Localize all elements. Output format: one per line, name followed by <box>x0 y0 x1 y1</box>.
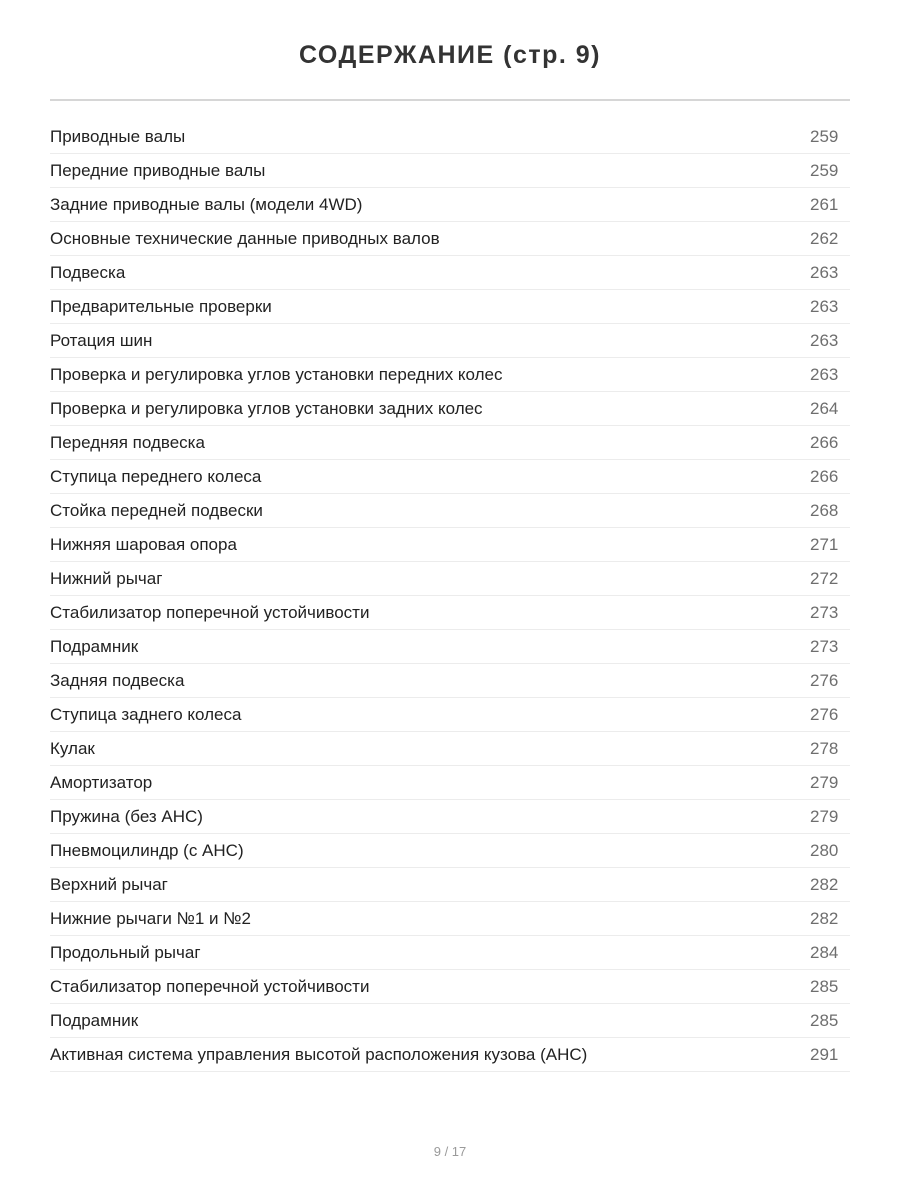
toc-entry[interactable] <box>50 868 850 902</box>
toc-entry[interactable] <box>50 392 850 426</box>
toc-entry-title: Проверка и регулировка углов установки передних колес <box>50 364 503 384</box>
toc-entry-page-number: 284 <box>810 942 839 962</box>
toc-entry-title: Верхний рычаг <box>50 874 168 894</box>
toc-entry[interactable] <box>50 698 850 732</box>
toc-entry-title: Предварительные проверки <box>50 296 272 316</box>
toc-entry-title: Проверка и регулировка углов установки задних колес <box>50 398 483 418</box>
toc-entry-page-number: 276 <box>810 704 839 724</box>
toc-entry-page-number: 272 <box>810 568 839 588</box>
toc-entry[interactable] <box>50 120 850 154</box>
toc-entry[interactable] <box>50 188 850 222</box>
toc-entry[interactable] <box>50 800 850 834</box>
toc-entry[interactable] <box>50 256 850 290</box>
toc-entry-page-number: 259 <box>810 160 839 180</box>
toc-entry-page-number: 280 <box>810 840 839 860</box>
toc-entry-title: Стойка передней подвески <box>50 500 263 520</box>
toc-entry[interactable] <box>50 936 850 970</box>
toc-entry-page-number: 266 <box>810 432 839 452</box>
toc-entry-title: Пневмоцилиндр (с AHC) <box>50 840 244 860</box>
toc-entry[interactable] <box>50 1004 850 1038</box>
toc-entry-title: Нижний рычаг <box>50 568 163 588</box>
toc-entry[interactable] <box>50 1038 850 1072</box>
toc-entry[interactable] <box>50 154 850 188</box>
toc-entry-page-number: 279 <box>810 772 839 792</box>
toc-entry-page-number: 273 <box>810 602 839 622</box>
toc-entry-page-number: 259 <box>810 126 839 146</box>
toc-entry-title: Активная система управления высотой расположения кузова (AHC) <box>50 1044 588 1064</box>
toc-entry-title: Основные технические данные приводных валов <box>50 228 440 248</box>
toc-entry[interactable] <box>50 834 850 868</box>
toc-entry[interactable] <box>50 732 850 766</box>
toc-entry[interactable] <box>50 562 850 596</box>
toc-entry-page-number: 276 <box>810 670 839 690</box>
toc-entry[interactable] <box>50 222 850 256</box>
toc-entry[interactable] <box>50 494 850 528</box>
toc-entry-page-number: 264 <box>810 398 839 418</box>
toc-entry-title: Ротация шин <box>50 330 153 350</box>
toc-entry[interactable] <box>50 460 850 494</box>
title-divider <box>50 99 850 101</box>
toc-entry-page-number: 268 <box>810 500 839 520</box>
toc-entry-page-number: 266 <box>810 466 839 486</box>
toc-entry-page-number: 262 <box>810 228 839 248</box>
toc-entry-title: Передняя подвеска <box>50 432 205 452</box>
toc-entry-title: Подрамник <box>50 636 139 656</box>
toc-entry-title: Продольный рычаг <box>50 942 201 962</box>
toc-entry-page-number: 263 <box>810 364 839 384</box>
toc-entry-title: Стабилизатор поперечной устойчивости <box>50 602 370 622</box>
toc-entry[interactable] <box>50 630 850 664</box>
toc-entry-page-number: 273 <box>810 636 839 656</box>
toc-entry[interactable] <box>50 902 850 936</box>
page-counter: 9 / 17 <box>433 1144 467 1159</box>
toc-entry-title: Кулак <box>50 738 95 758</box>
toc-entry-title: Задние приводные валы (модели 4WD) <box>50 194 363 214</box>
toc-entry-page-number: 263 <box>810 330 839 350</box>
toc-entry-title: Подвеска <box>50 262 126 282</box>
page-title: СОДЕРЖАНИЕ (стр. 9) <box>298 41 602 69</box>
toc-entry-title: Нижние рычаги №1 и №2 <box>50 908 251 928</box>
toc-entry-title: Подрамник <box>50 1010 139 1030</box>
toc-entry-page-number: 263 <box>810 262 839 282</box>
toc-entry-title: Ступица переднего колеса <box>50 466 262 486</box>
toc-entry-page-number: 271 <box>810 534 839 554</box>
toc-list <box>50 120 850 1072</box>
toc-entry[interactable] <box>50 664 850 698</box>
toc-entry-title: Задняя подвеска <box>50 670 185 690</box>
toc-entry-title: Амортизатор <box>50 772 153 792</box>
toc-entry-title: Пружина (без AHC) <box>50 806 203 826</box>
toc-entry-page-number: 263 <box>810 296 839 316</box>
toc-entry[interactable] <box>50 766 850 800</box>
toc-entry-page-number: 261 <box>810 194 839 214</box>
toc-entry-title: Нижняя шаровая опора <box>50 534 237 554</box>
toc-entry[interactable] <box>50 426 850 460</box>
toc-entry[interactable] <box>50 324 850 358</box>
toc-entry-page-number: 291 <box>810 1044 839 1064</box>
toc-entry-title: Ступица заднего колеса <box>50 704 242 724</box>
toc-entry[interactable] <box>50 528 850 562</box>
toc-entry[interactable] <box>50 596 850 630</box>
toc-entry-title: Стабилизатор поперечной устойчивости <box>50 976 370 996</box>
toc-entry-page-number: 282 <box>810 874 839 894</box>
toc-entry-title: Приводные валы <box>50 126 186 146</box>
toc-entry-page-number: 279 <box>810 806 839 826</box>
toc-entry-page-number: 282 <box>810 908 839 928</box>
toc-entry-page-number: 278 <box>810 738 839 758</box>
toc-entry[interactable] <box>50 358 850 392</box>
toc-entry-page-number: 285 <box>810 1010 839 1030</box>
toc-entry-page-number: 285 <box>810 976 839 996</box>
toc-entry-title: Передние приводные валы <box>50 160 266 180</box>
toc-entry[interactable] <box>50 970 850 1004</box>
toc-entry[interactable] <box>50 290 850 324</box>
